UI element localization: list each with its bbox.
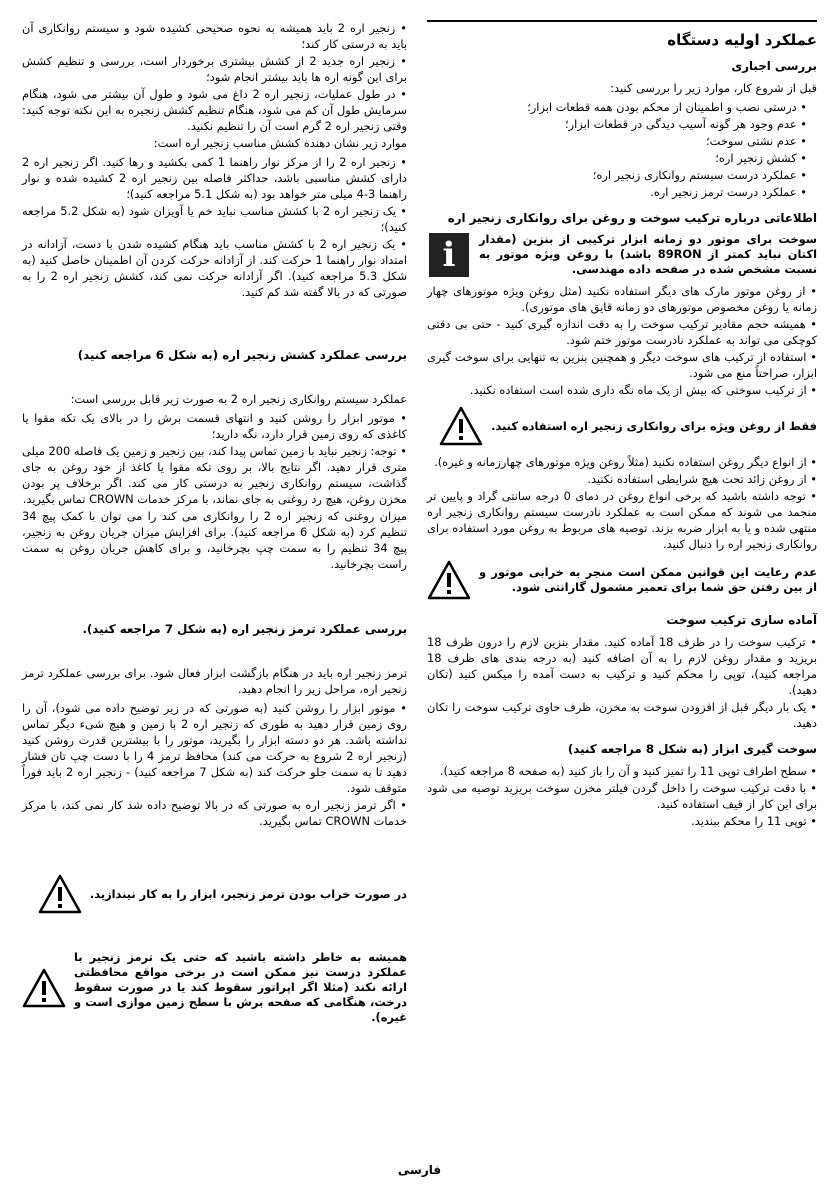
brake-intro: ترمز زنجیر اره باید در هنگام بازگشت ابزار فعال شود. برای بررسی عملکرد ترمز زنجیر اره، مراحل زیر را انجام دهید. <box>22 666 407 696</box>
list-item: • زنجیر اره 2 را از مرکز نوار راهنما 1 کمی بکشید و رها کنید. اگر زنجیر اره 2 دارای کشش مناسبی باشد، حداکثر فاصله بین زنجیر اره 2 کشیده شده و نوار راهنما 3-4 میلی متر خواهد بود (به شکل 5.1 مراجعه کنید)؛ <box>22 154 407 202</box>
tension-list <box>22 20 407 134</box>
warning-icon <box>439 404 483 448</box>
list-item: • سطح اطراف توپی 11 را تمیز کنید و آن را باز کنید (به صفحه 8 مراجعه کنید). <box>427 763 817 779</box>
brake-list <box>22 700 407 829</box>
fuel-list <box>427 283 817 398</box>
list-item: • از روغن زائد تحت هیچ شرایطی استفاده نکنید. <box>427 471 817 487</box>
left-column <box>22 20 407 1031</box>
warning-box-warranty <box>427 558 817 602</box>
list-item: • یک بار دیگر قبل از افزودن سوخت به مخزن، ظرف حاوی ترکیب سوخت را تکان دهید. <box>427 699 817 731</box>
lube-list <box>22 410 407 507</box>
refuel-heading: سوخت گیری ابزار (به شکل 8 مراجعه کنید) <box>567 742 817 756</box>
list-item: • عدم وجود هر گونه آسیب دیدگی در قطعات ابزار؛ <box>427 116 807 132</box>
list-item: • در طول عملیات، زنجیر اره 2 داغ می شود و طول آن بیشتر می شود، هنگام سرمایش طول آن کم می شود، هنگام تنظیم کشش زنجیره به این نکته توجه کنید: وقتی زنجیر اره 2 گرم است آن را تنظیم نکنید. <box>22 86 407 134</box>
page-footer-language: فارسی <box>397 1163 442 1177</box>
tension-signs-list <box>22 154 407 300</box>
lube-heading: بررسی عملکرد کشش زنجیر اره (به شکل 6 مراجعه کنید) <box>77 348 407 362</box>
prep-list <box>427 634 817 731</box>
list-item: • استفاده از ترکیب های سوخت دیگر و همچنین بنزین به تنهایی برای سوخت گیری ابزار، صراحتاً منع می شود. <box>427 349 817 381</box>
top-rule <box>427 20 817 22</box>
lube-adjust: میزان روغنی که زنجیر اره 2 را روانکاری می کند را می توان با کمک پیچ 34 تنظیم کرد (به شکل 6 مراجعه کنید). برای افزایش میزان جریان روغن به زنجیر، پیچ 34 تنظیم را به سمت چپ بچرخانید، و برای کاهش جریان روغن به سمت راست بچرخانید. <box>22 509 408 571</box>
warning-icon <box>38 872 82 916</box>
section-title: عملکرد اولیه دستگاه <box>667 31 817 49</box>
list-item: • ترکیب سوخت را در ظرف 18 آماده کنید. مقدار بنزین لازم را درون ظرف 18 بریزید و مقدار روغن لازم را به آن اضافه کنید (به درجه بندی های ظرف 18 مراجعه کنید)، توپی را محکم کنید و ترکیب به دست آمده را میکس کنید (تکان دهید). <box>427 634 817 698</box>
list-item: • یک زنجیر اره 2 با کشش مناسب باید هنگام کشیده شدن با دست، آزادانه در امتداد نوار راهنما 1 حرکت کند. از آزادانه حرکت کردن آن اطمینان حاصل کنید (به شکل 5.3 مراجعه کنید). اگر آزادانه حرکت نمی کند، کشش زنجیر اره 2 را به صورتی که در بالا گفته شد کم کنید. <box>22 236 407 300</box>
lube-intro: عملکرد سیستم روانکاری زنجیر اره 2 به صورت زیر قابل بررسی است: <box>70 392 407 406</box>
list-item: • از ترکیب سوختی که بیش از یک ماه نگه داری شده است استفاده نکنید. <box>427 382 817 398</box>
list-item: • با دقت ترکیب سوخت را داخل گردن فیلتر مخزن سوخت بریزید توصیه می شود برای این کار از قیف استفاده کنید. <box>427 780 817 812</box>
list-item: • توپی 11 را محکم ببندید. <box>427 813 817 829</box>
list-item: • موتور ابزار را روشن کنید و انتهای قسمت برش را در بالای یک تکه مقوا یا کاغذی که روی زمین قرار دارد، نگه دارید؛ <box>22 410 407 442</box>
list-item: • زنجیر اره جدید 2 از کشش بیشتری برخوردار است، بررسی و تنظیم کشش برای این گونه اره ها باید بیشتر انجام شود؛ <box>22 53 407 85</box>
tension-intro: موارد زیر نشان دهنده کشش مناسب زنجیر اره است: <box>153 136 407 150</box>
list-item: • زنجیر اره 2 باید همیشه به نحوه صحیحی کشیده شود و سیستم روانکاری آن باید به درستی کار کند؛ <box>22 20 407 52</box>
list-item: • درستی نصب و اطمینان از محکم بودن همه قطعات ابزار؛ <box>427 99 807 115</box>
warning-text: فقط از روغن ویژه برای روانکاری زنجیر اره استفاده کنید. <box>491 418 817 433</box>
right-column <box>427 20 817 830</box>
list-item: • کشش زنجیر اره؛ <box>427 150 807 166</box>
info-icon: i <box>427 233 471 277</box>
list-item: • یک زنجیر اره 2 با کشش مناسب نباید خم یا آویزان شود (به شکل 5.2 مراجعه کنید)؛ <box>22 203 407 235</box>
list-item: • از انواع دیگر روغن استفاده نکنید (مثلاً روغن ویژه موتورهای چهارزمانه و غیره). <box>427 454 817 470</box>
warning-text: عدم رعایت این قوانین ممکن است منجر به خرابی موتور و از بین رفتن حق شما برای تعمیر مشمول گارانتی شود. <box>479 565 817 594</box>
brake-heading: بررسی عملکرد ترمز زنجیر اره (به شکل 7 مراجعه کنید). <box>82 622 407 636</box>
check-list <box>427 99 817 200</box>
warning-box-brake-limits <box>22 950 407 1025</box>
warning-text: در صورت خراب بودن ترمز زنجیر، ابزار را به کار نیندازید. <box>89 886 407 901</box>
fuel-info-box <box>427 232 817 277</box>
check-heading: بررسی اجباری <box>731 59 817 73</box>
warning-box-oil <box>427 404 817 448</box>
list-item: • توجه داشته باشید که برخی انواع روغن در دمای 0 درجه سانتی گراد و پایین تر منجمد می شوند که ممکن است به عملکرد نادرست سیستم روانکاری زنجیر اره منتهی شده و یا به ابزار ضربه بزند. توصیه های مربوط به روغن مورد استفاده برای روانکاری زنجیر اره را دنبال کنید. <box>427 488 817 552</box>
warning-icon <box>22 966 66 1010</box>
check-intro: قبل از شروع کار، موارد زیر را بررسی کنید: <box>610 81 817 95</box>
list-item: • اگر ترمز زنجیر اره به صورتی که در بالا توضیح داده شد کار نمی کند، با مرکز خدمات CROWN تماس بگیرید. <box>22 797 407 829</box>
list-item: • همیشه حجم مقادیر ترکیب سوخت را به دقت اندازه گیری کنید - حتی بی دقتی کوچکی می تواند به عملکرد نادرست موتور ختم شود. <box>427 316 817 348</box>
refuel-list <box>427 763 817 829</box>
list-item: • عملکرد درست ترمز زنجیر اره. <box>427 184 807 200</box>
warning-icon <box>427 558 471 602</box>
fuel-info-text: سوخت برای موتور دو زمانه ابزار ترکیبی از بنزین (مقدار اکتان نباید کمتر از 89RON باشد) با روغن ویژه موتور به نسبت مشخص شده در صفحه داده مهندسی. <box>479 232 817 276</box>
list-item: • عملکرد درست سیستم روانکاری زنجیر اره؛ <box>427 167 807 183</box>
prep-heading: آماده سازی ترکیب سوخت <box>666 613 817 627</box>
list-item: • توجه: زنجیر نباید با زمین تماس پیدا کند، بین زنجیر و زمین یک فاصله 200 میلی متری قرار دهید. اگر نتایج بالا، بر روی تکه مقوا یا کاغذ از خود روغن به جای گذاشت، سیستم روانکاری زنجیر به درستی کار می کند. اگر برخلاف پر بودن مخزن روغن، هیچ رد روغنی به جای نماند، با مرکز خدمات CROWN تماس بگیرید. <box>22 443 407 507</box>
oil-list <box>427 454 817 552</box>
list-item: • موتور ابزار را روشن کنید (به صورتی که در زیر توضیح داده می شود)، آن را روی زمین قرار دهید به طوری که زنجیر اره 2 با زمین و هیچ شیء دیگر تماس نداشته باشد. هر دو دسته ابزار را بگیرید، موتور را با بیشترین قدرت روشن کنید (زنجیر اره 2 شروع به حرکت می کند) محافظ ترمز 4 را با دست چپ تان فشار دهید تا به سمت جلو حرکت کند (به شکل 7 مراجعه کنید) - زنجیر اره 2 باید فوراً متوقف شود. <box>22 700 407 796</box>
warning-text: همیشه به خاطر داشته باشید که حتی یک ترمز زنجیر با عملکرد درست نیز ممکن است در برخی مواقع محافظتی ارائه نکند (مثلا اگر اپراتور سقوط کند یا در صورت سقوط درخت، هنگامی که صفحه برش با سطح زمین موازی است و غیره). <box>74 950 407 1024</box>
list-item: • عدم نشتی سوخت؛ <box>427 133 807 149</box>
fuel-heading: اطلاعاتی درباره ترکیب سوخت و روغن برای روانکاری زنجیر اره <box>447 211 817 225</box>
warning-box-brake <box>22 872 407 916</box>
list-item: • از روغن موتور مارک های دیگر استفاده نکنید (مثل روغن ویژه موتورهای چهار زمانه یا روغن مخصوص موتورهای دو زمانه قایق های موتوری). <box>427 283 817 315</box>
